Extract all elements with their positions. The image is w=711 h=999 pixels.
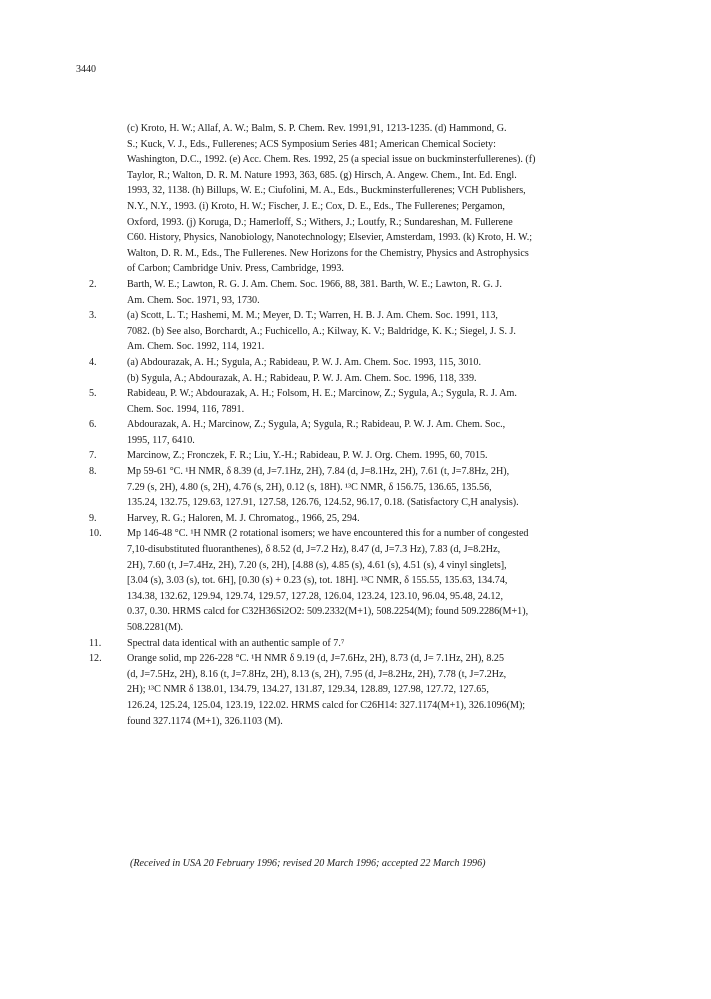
reference-line: 1993, 32, 1138. (h) Billups, W. E.; Ciufolini, M. A., Eds., Buckminsterfullerenes; VCH Publishers, bbox=[127, 185, 526, 197]
reference-line: of Carbon; Cambridge Univ. Press, Cambridge, 1993. bbox=[127, 263, 344, 275]
reference-2 bbox=[86, 277, 654, 308]
reference-line: Am. Chem. Soc. 1992, 114, 1921. bbox=[127, 341, 265, 353]
reference-line: (b) Sygula, A.; Abdourazak, A. H.; Rabideau, P. W. J. Am. Chem. Soc. 1996, 118, 339. bbox=[127, 372, 477, 384]
reference-4 bbox=[86, 355, 654, 386]
reference-line: Oxford, 1993. (j) Koruga, D.; Hamerloff, S.; Withers, J.; Loutfy, R.; Sundareshan, M. Fullerene bbox=[127, 216, 513, 228]
reference-line: 135.24, 132.75, 129.63, 127.91, 127.58, 126.76, 124.52, 96.17, 0.18. (Satisfactory C,H analysis). bbox=[127, 497, 519, 509]
reference-text bbox=[127, 308, 654, 355]
reference-text bbox=[127, 511, 654, 527]
page-number: 3440 bbox=[76, 64, 96, 75]
reference-number: 9. bbox=[89, 512, 97, 524]
reference-line: 126.24, 125.24, 125.04, 123.19, 122.02. HRMS calcd for C26H14: 327.1174(M+1), 326.1096(M); bbox=[127, 699, 526, 711]
reference-number: 11. bbox=[89, 637, 102, 649]
reference-6 bbox=[86, 417, 654, 448]
reference-number: 10. bbox=[89, 528, 102, 540]
reference-line: Mp 146-48 °C. ¹H NMR (2 rotational isomers; we have encountered this for a number of congested bbox=[127, 528, 529, 540]
reference-line: C60. History, Physics, Nanobiology, Nanotechnology; Elsevier, Amsterdam, 1993. (k) Kroto, H. W.; bbox=[127, 232, 533, 244]
reference-line: (a) Scott, L. T.; Hashemi, M. M.; Meyer, D. T.; Warren, H. B. J. Am. Chem. Soc. 1991, 113, bbox=[127, 310, 498, 322]
reference-text bbox=[127, 448, 654, 464]
reference-line: 7.29 (s, 2H), 4.80 (s, 2H), 4.76 (s, 2H), 0.12 (s, 18H). ¹³C NMR, δ 156.75, 136.65, 135.56, bbox=[127, 481, 492, 493]
reference-text bbox=[127, 386, 654, 417]
reference-number: 6. bbox=[89, 419, 97, 431]
reference-line: Harvey, R. G.; Haloren, M. J. Chromatog., 1966, 25, 294. bbox=[127, 512, 360, 524]
reference-line: 2H); ¹³C NMR δ 138.01, 134.79, 134.27, 131.87, 129.34, 128.89, 127.98, 127.72, 127.65, bbox=[127, 684, 489, 696]
reference-line: 0.37, 0.30. HRMS calcd for C32H36Si2O2: 509.2332(M+1), 508.2254(M); found 509.2286(M+1), bbox=[127, 606, 529, 618]
reference-line: Am. Chem. Soc. 1971, 93, 1730. bbox=[127, 294, 260, 306]
reference-line: (d, J=7.5Hz, 2H), 8.16 (t, J=7.8Hz, 2H), 8.13 (s, 2H), 7.95 (d, J=8.2Hz, 2H), 7.78 (t, J=7.2Hz, bbox=[127, 668, 507, 680]
reference-number: 5. bbox=[89, 388, 97, 400]
reference-number: 4. bbox=[89, 356, 97, 368]
reference-line: Abdourazak, A. H.; Marcinow, Z.; Sygula, A; Sygula, R.; Rabideau, P. W. J. Am. Chem. Soc., bbox=[127, 419, 506, 431]
reference-text bbox=[127, 355, 654, 386]
reference-number: 8. bbox=[89, 466, 97, 478]
reference-list bbox=[86, 121, 654, 729]
reference-line: Taylor, R.; Walton, D. R. M. Nature 1993, 363, 685. (g) Hirsch, A. Angew. Chem., Int. Ed. Engl. bbox=[127, 169, 517, 181]
reference-number: 2. bbox=[89, 278, 97, 290]
reference-8 bbox=[86, 464, 654, 511]
reference-5 bbox=[86, 386, 654, 417]
reference-line: 508.2281(M). bbox=[127, 622, 184, 633]
reference-text bbox=[127, 651, 654, 729]
reference-line: 7082. (b) See also, Borchardt, A.; Fuchicello, A.; Kilway, K. V.; Baldridge, K. K.; Siegel, J. S. J. bbox=[127, 325, 516, 337]
reference-line: Marcinow, Z.; Fronczek, F. R.; Liu, Y.-H.; Rabideau, P. W. J. Org. Chem. 1995, 60, 7015. bbox=[127, 450, 488, 462]
received-dates-note: (Received in USA 20 February 1996; revised 20 March 1996; accepted 22 March 1996) bbox=[130, 858, 486, 869]
reference-3 bbox=[86, 308, 654, 355]
reference-line: 2H), 7.60 (t, J=7.4Hz, 2H), 7.20 (s, 2H), [4.88 (s), 4.85 (s), 4.61 (s), 4.51 (s), 4 vinyl singlets], bbox=[127, 559, 507, 571]
reference-line: (a) Abdourazak, A. H.; Sygula, A.; Rabideau, P. W. J. Am. Chem. Soc. 1993, 115, 3010. bbox=[127, 356, 482, 368]
reference-9 bbox=[86, 511, 654, 527]
reference-line: Walton, D. R. M., Eds., The Fullerenes. New Horizons for the Chemistry, Physics and Astrophysics bbox=[127, 247, 529, 259]
reference-line: (c) Kroto, H. W.; Allaf, A. W.; Balm, S. P. Chem. Rev. 1991,91, 1213-1235. (d) Hammond, G. bbox=[127, 123, 507, 134]
reference-text bbox=[127, 277, 654, 308]
reference-line: Washington, D.C., 1992. (e) Acc. Chem. Res. 1992, 25 (a special issue on buckminsterfullerenes). (f) bbox=[127, 154, 536, 166]
reference-line: Chem. Soc. 1994, 116, 7891. bbox=[127, 403, 245, 415]
reference-text bbox=[127, 417, 654, 448]
reference-line: 134.38, 132.62, 129.94, 129.74, 129.57, 127.28, 126.04, 123.24, 123.10, 96.04, 95.48, 24.12, bbox=[127, 590, 503, 602]
reference-11 bbox=[86, 636, 654, 652]
reference-line: 7,10-disubstituted fluoranthenes), δ 8.52 (d, J=7.2 Hz), 8.47 (d, J=7.3 Hz), 7.83 (d, J=8.2Hz, bbox=[127, 544, 501, 556]
reference-10 bbox=[86, 526, 654, 635]
reference-line: Mp 59-61 °C. ¹H NMR, δ 8.39 (d, J=7.1Hz, 2H), 7.84 (d, J=8.1Hz, 2H), 7.61 (t, J=7.8Hz, 2H), bbox=[127, 466, 510, 478]
reference-line: found 327.1174 (M+1), 326.1103 (M). bbox=[127, 715, 283, 727]
reference-12 bbox=[86, 651, 654, 729]
reference-line: S.; Kuck, V. J., Eds., Fullerenes; ACS Symposium Series 481; American Chemical Society: bbox=[127, 138, 496, 150]
reference-line: Spectral data identical with an authentic sample of 7.⁷ bbox=[127, 637, 345, 649]
reference-line: 1995, 117, 6410. bbox=[127, 434, 195, 446]
reference-number: 12. bbox=[89, 653, 102, 665]
reference-text bbox=[127, 526, 654, 635]
reference-line: Barth, W. E.; Lawton, R. G. J. Am. Chem. Soc. 1966, 88, 381. Barth, W. E.; Lawton, R. G. J. bbox=[127, 278, 502, 290]
reference-line: Orange solid, mp 226-228 °C. ¹H NMR δ 9.19 (d, J=7.6Hz, 2H), 8.73 (d, J= 7.1Hz, 2H), 8.25 bbox=[127, 653, 505, 665]
reference-text bbox=[127, 464, 654, 511]
reference-1-continued bbox=[86, 121, 654, 277]
reference-line: Rabideau, P. W.; Abdourazak, A. H.; Folsom, H. E.; Marcinow, Z.; Sygula, A.; Sygula, R. J. Am. bbox=[127, 388, 517, 400]
reference-text bbox=[127, 636, 654, 652]
reference-number: 3. bbox=[89, 310, 97, 322]
reference-line: N.Y., N.Y., 1993. (i) Kroto, H. W.; Fischer, J. E.; Cox, D. E., Eds., The Fullerenes; Pergamon, bbox=[127, 200, 505, 212]
reference-number: 7. bbox=[89, 450, 97, 462]
reference-line: [3.04 (s), 3.03 (s), tot. 6H], [0.30 (s) + 0.23 (s), tot. 18H]. ¹³C NMR, δ 155.55, 135.63, 134.74, bbox=[127, 575, 508, 587]
reference-text bbox=[127, 121, 654, 277]
reference-7 bbox=[86, 448, 654, 464]
